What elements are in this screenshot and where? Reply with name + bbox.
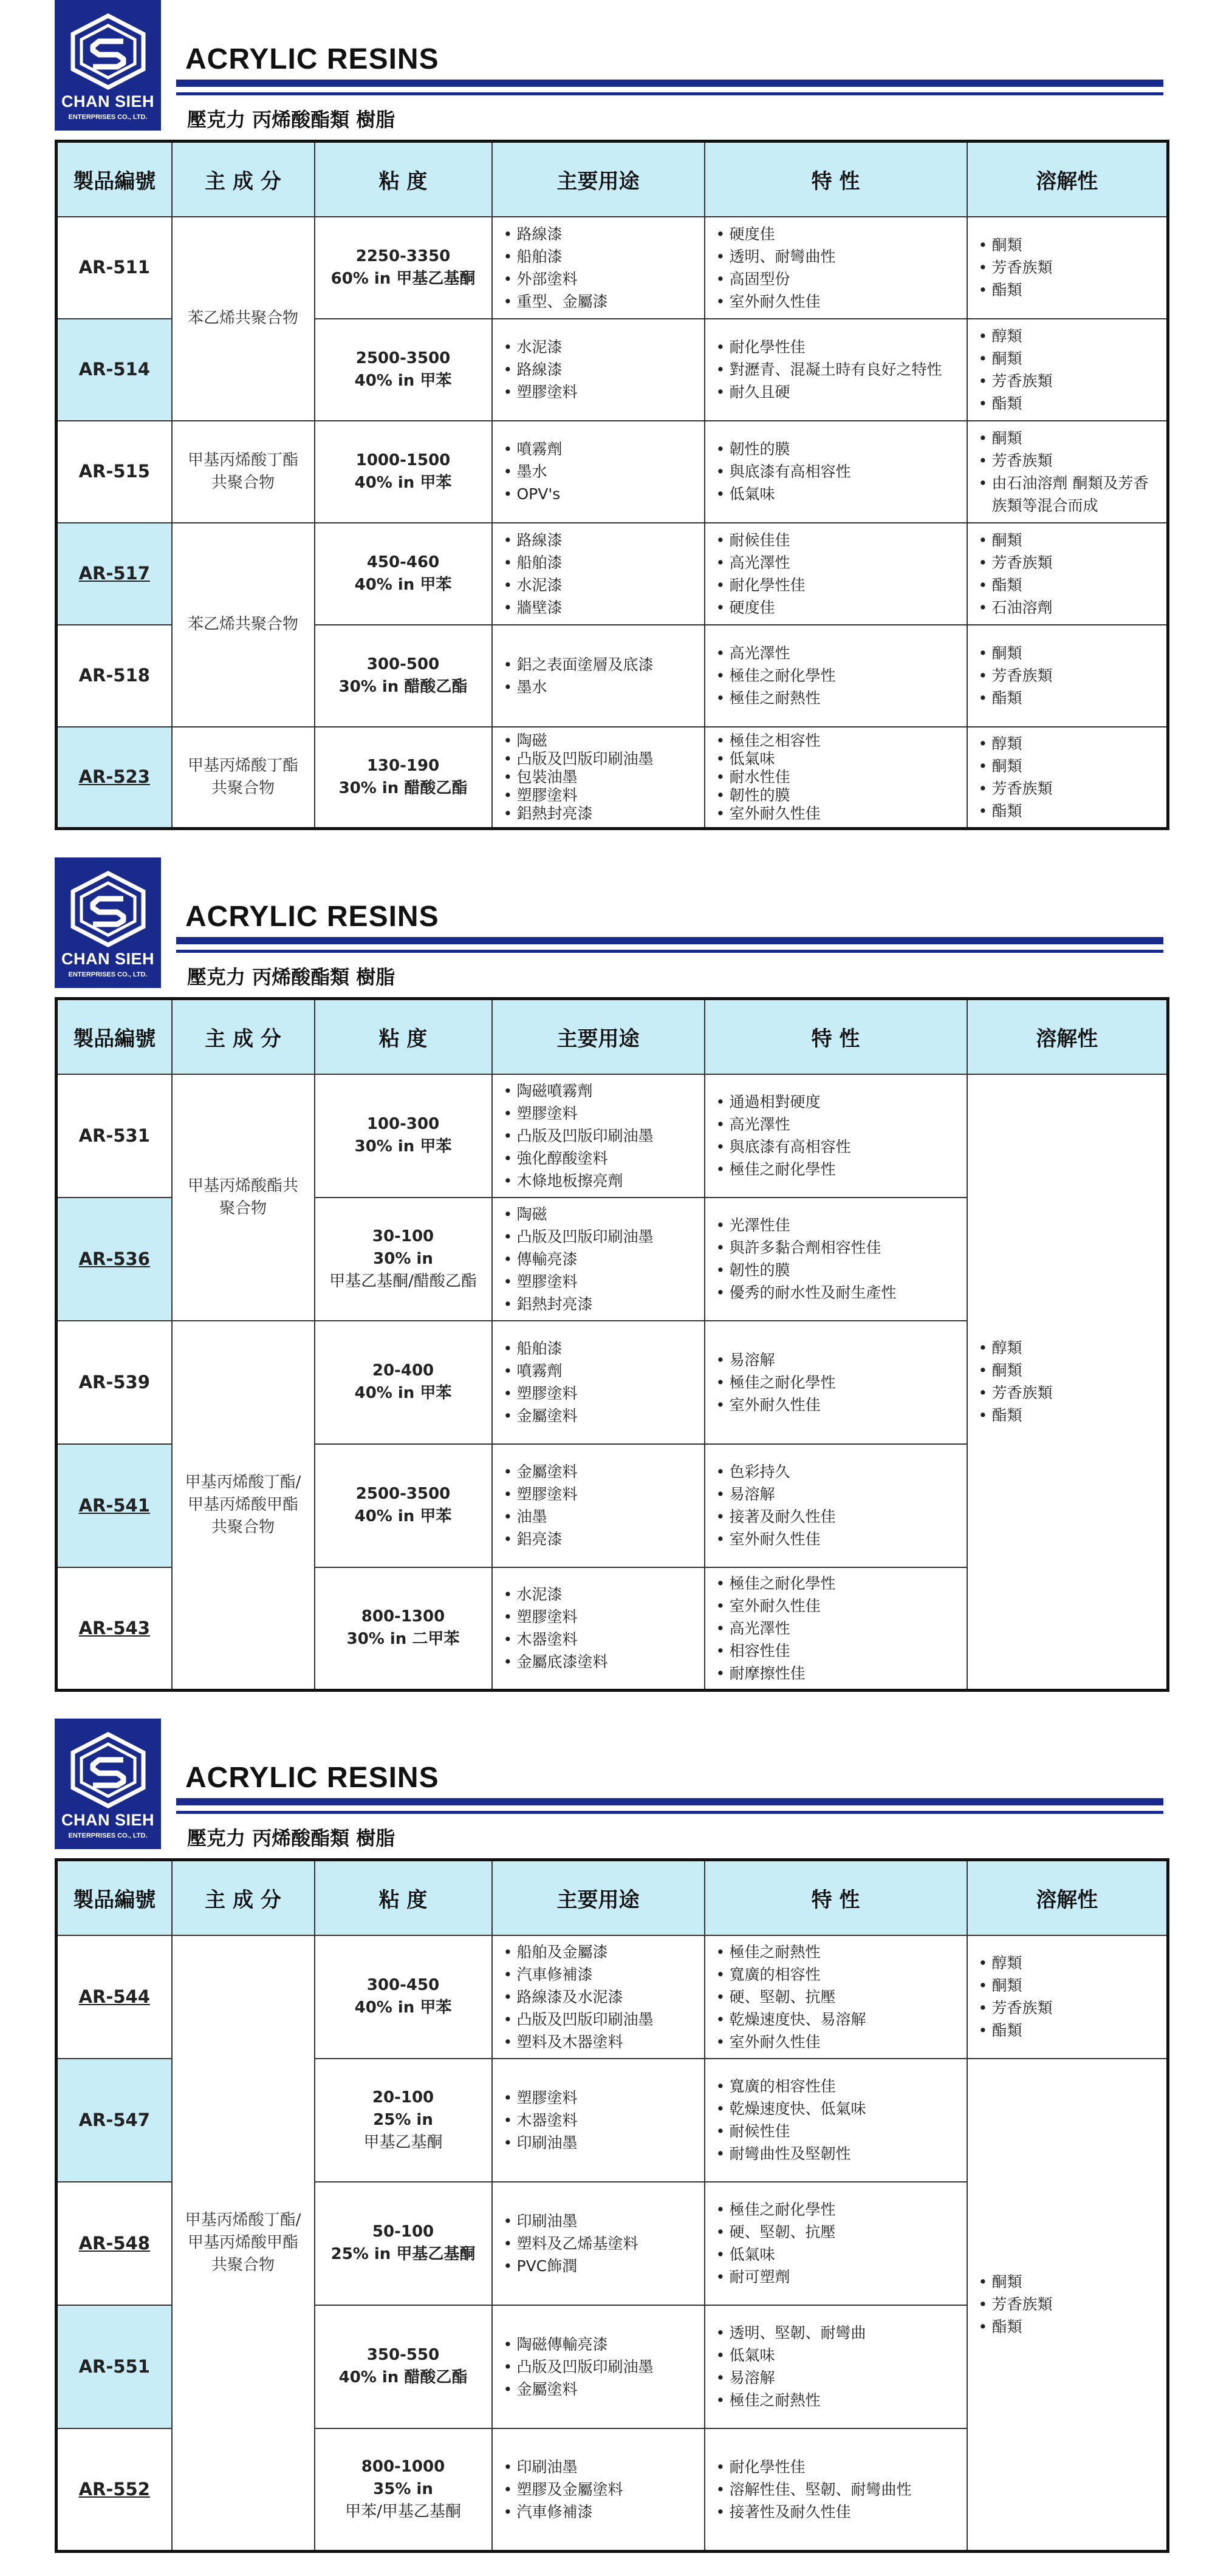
- section-2: [0, 857, 1215, 1702]
- header-composition: 主 成 分: [172, 141, 315, 217]
- brand-name: CHAN SIEH: [61, 950, 154, 968]
- product-code-link[interactable]: AR-544: [56, 1935, 172, 2059]
- properties-cell: • 透明、堅韌、耐彎曲 • 低氣味 • 易溶解 • 極佳之耐熱性: [705, 2305, 967, 2428]
- page-header: [0, 0, 1215, 137]
- solubility-cell: • 醇類 • 酮類 • 芳香族類 • 酯類: [967, 1074, 1168, 1691]
- viscosity-cell: 130-190 30% in 醋酸乙酯: [315, 727, 492, 829]
- uses-cell: • 陶磁傳輸亮漆 • 凸版及凹版印刷油墨 • 金屬塗料: [492, 2305, 705, 2428]
- uses-cell: • 路線漆 • 船舶漆 • 水泥漆 • 牆壁漆: [492, 523, 705, 625]
- header-product-code: 製品編號: [56, 141, 172, 217]
- uses-cell: • 船舶漆 • 噴霧劑 • 塑膠塗料 • 金屬塗料: [492, 1321, 705, 1444]
- properties-cell: • 耐候佳佳 • 高光澤性 • 耐化學性佳 • 硬度佳: [705, 523, 967, 625]
- solubility-cell: • 醇類 • 酮類 • 芳香族類 • 酯類: [967, 727, 1168, 829]
- product-code: AR-551: [56, 2305, 172, 2428]
- product-table: [55, 997, 1169, 1692]
- uses-cell: • 陶磁 • 凸版及凹版印刷油墨 • 包裝油墨 • 塑膠塗料 • 鋁熱封亮漆: [492, 727, 705, 829]
- table-row: [56, 421, 1168, 523]
- viscosity-cell: 800-1000 35% in 甲苯/甲基乙基酮: [315, 2428, 492, 2552]
- section-title-en: ACRYLIC RESINS: [185, 43, 439, 75]
- viscosity-cell: 450-460 40% in 甲苯: [315, 523, 492, 625]
- table-row: [56, 1074, 1168, 1198]
- brand-subtitle: ENTERPRISES CO., LTD.: [68, 971, 148, 978]
- product-code: AR-514: [56, 319, 172, 421]
- solubility-cell: • 醇類 • 酮類 • 芳香族類 • 酯類: [967, 1935, 1168, 2059]
- product-code-link[interactable]: AR-543: [56, 1567, 172, 1691]
- title-rule-thin: [176, 950, 1163, 953]
- uses-cell: • 塑膠塗料 • 木器塗料 • 印刷油墨: [492, 2059, 705, 2182]
- composition-cell: 甲基丙烯酸丁酯共聚合物: [172, 421, 315, 523]
- viscosity-cell: 300-450 40% in 甲苯: [315, 1935, 492, 2059]
- product-code-link[interactable]: AR-552: [56, 2428, 172, 2552]
- composition-cell: 甲基丙烯酸丁酯共聚合物: [172, 727, 315, 829]
- table-row: [56, 727, 1168, 829]
- brand-name: CHAN SIEH: [61, 92, 154, 111]
- header-solubility: 溶解性: [967, 1860, 1168, 1935]
- header-solubility: 溶解性: [967, 999, 1168, 1074]
- solubility-cell: • 酮類 • 芳香族類 • 酯類: [967, 217, 1168, 319]
- header-viscosity: 粘 度: [315, 1860, 492, 1935]
- product-code-link[interactable]: AR-536: [56, 1198, 172, 1321]
- composition-cell: 甲基丙烯酸丁酯/甲基丙烯酸甲酯共聚合物: [172, 1321, 315, 1691]
- title-rule-thick: [176, 1798, 1163, 1805]
- header-product-code: 製品編號: [56, 1860, 172, 1935]
- product-code-link[interactable]: AR-548: [56, 2182, 172, 2305]
- product-code: AR-531: [56, 1074, 172, 1198]
- logo-emblem-icon: [66, 870, 151, 949]
- page-header: [0, 1719, 1215, 1855]
- section-title-en: ACRYLIC RESINS: [185, 1762, 439, 1794]
- table-header-row: [56, 141, 1168, 217]
- properties-cell: • 高光澤性 • 極佳之耐化學性 • 極佳之耐熱性: [705, 625, 967, 727]
- section-3: [0, 1719, 1215, 2569]
- product-code: AR-547: [56, 2059, 172, 2182]
- uses-cell: • 路線漆 • 船舶漆 • 外部塗料 • 重型、金屬漆: [492, 217, 705, 319]
- title-rule-thin: [176, 92, 1163, 95]
- viscosity-cell: 30-100 30% in 甲基乙基酮/醋酸乙酯: [315, 1198, 492, 1321]
- title-rule-thick: [176, 937, 1163, 944]
- table-header-row: [56, 999, 1168, 1074]
- section-title-zh: 壓克力 丙烯酸酯類 樹脂: [187, 966, 395, 989]
- company-logo: [55, 0, 161, 131]
- header-viscosity: 粘 度: [315, 999, 492, 1074]
- title-rule-thin: [176, 1811, 1163, 1814]
- brand-subtitle: ENTERPRISES CO., LTD.: [68, 114, 148, 121]
- viscosity-cell: 350-550 40% in 醋酸乙酯: [315, 2305, 492, 2428]
- properties-cell: • 極佳之耐化學性 • 硬、堅韌、抗壓 • 低氣味 • 耐可塑劑: [705, 2182, 967, 2305]
- solubility-cell: • 酮類 • 芳香族類 • 酯類 • 石油溶劑: [967, 523, 1168, 625]
- table-header-row: [56, 1860, 1168, 1935]
- logo-emblem-icon: [66, 12, 151, 91]
- product-table: [55, 1858, 1169, 2553]
- uses-cell: • 噴霧劑 • 墨水 • OPV's: [492, 421, 705, 523]
- logo-emblem-icon: [66, 1731, 151, 1810]
- composition-cell: 甲基丙烯酸丁酯/甲基丙烯酸甲酯共聚合物: [172, 1935, 315, 2552]
- brand-name: CHAN SIEH: [61, 1811, 154, 1829]
- uses-cell: • 鋁之表面塗層及底漆 • 墨水: [492, 625, 705, 727]
- product-code-link[interactable]: AR-523: [56, 727, 172, 829]
- header-properties: 特 性: [705, 999, 967, 1074]
- solubility-cell: • 酮類 • 芳香族類 • 由石油溶劑 酮類及芳香族類等混合而成: [967, 421, 1168, 523]
- header-main-uses: 主要用途: [492, 1860, 705, 1935]
- company-logo: [55, 1719, 161, 1849]
- header-viscosity: 粘 度: [315, 141, 492, 217]
- properties-cell: • 極佳之相容性 • 低氣味 • 耐水性佳 • 韌性的膜 • 室外耐久性佳: [705, 727, 967, 829]
- uses-cell: • 印刷油墨 • 塑膠及金屬塗料 • 汽車修補漆: [492, 2428, 705, 2552]
- product-table: [55, 140, 1169, 830]
- header-product-code: 製品編號: [56, 999, 172, 1074]
- properties-cell: • 韌性的膜 • 與底漆有高相容性 • 低氣味: [705, 421, 967, 523]
- product-code-link[interactable]: AR-541: [56, 1444, 172, 1567]
- uses-cell: • 金屬塗料 • 塑膠塗料 • 油墨 • 鋁亮漆: [492, 1444, 705, 1567]
- section-title-en: ACRYLIC RESINS: [185, 901, 439, 933]
- viscosity-cell: 2500-3500 40% in 甲苯: [315, 1444, 492, 1567]
- header-solubility: 溶解性: [967, 141, 1168, 217]
- product-code: AR-511: [56, 217, 172, 319]
- product-code: AR-515: [56, 421, 172, 523]
- header-composition: 主 成 分: [172, 999, 315, 1074]
- section-1: [0, 0, 1215, 835]
- header-properties: 特 性: [705, 141, 967, 217]
- header-main-uses: 主要用途: [492, 141, 705, 217]
- company-logo: [55, 857, 161, 988]
- uses-cell: • 印刷油墨 • 塑料及乙烯基塗料 • PVC飾潤: [492, 2182, 705, 2305]
- uses-cell: • 水泥漆 • 塑膠塗料 • 木器塗料 • 金屬底漆塗料: [492, 1567, 705, 1691]
- header-composition: 主 成 分: [172, 1860, 315, 1935]
- product-code: AR-539: [56, 1321, 172, 1444]
- properties-cell: • 極佳之耐化學性 • 室外耐久性佳 • 高光澤性 • 相容性佳 • 耐摩擦性佳: [705, 1567, 967, 1691]
- properties-cell: • 易溶解 • 極佳之耐化學性 • 室外耐久性佳: [705, 1321, 967, 1444]
- composition-cell: 苯乙烯共聚合物: [172, 523, 315, 727]
- properties-cell: • 硬度佳 • 透明、耐彎曲性 • 高固型份 • 室外耐久性佳: [705, 217, 967, 319]
- table-row: [56, 523, 1168, 625]
- properties-cell: • 耐化學性佳 • 對瀝青、混凝土時有良好之特性 • 耐久且硬: [705, 319, 967, 421]
- viscosity-cell: 50-100 25% in 甲基乙基酮: [315, 2182, 492, 2305]
- properties-cell: • 寬廣的相容性佳 • 乾燥速度快、低氣味 • 耐候性佳 • 耐彎曲性及堅韌性: [705, 2059, 967, 2182]
- table-row: [56, 1935, 1168, 2059]
- properties-cell: • 極佳之耐熱性 • 寬廣的相容性 • 硬、堅韌、抗壓 • 乾燥速度快、易溶解 • 室外耐久性佳: [705, 1935, 967, 2059]
- solubility-cell: • 酮類 • 芳香族類 • 酯類: [967, 625, 1168, 727]
- table-row: [56, 217, 1168, 319]
- properties-cell: • 通過相對硬度 • 高光澤性 • 與底漆有高相容性 • 極佳之耐化學性: [705, 1074, 967, 1198]
- viscosity-cell: 2500-3500 40% in 甲苯: [315, 319, 492, 421]
- uses-cell: • 陶磁 • 凸版及凹版印刷油墨 • 傳輸亮漆 • 塑膠塗料 • 鋁熱封亮漆: [492, 1198, 705, 1321]
- viscosity-cell: 2250-3350 60% in 甲基乙基酮: [315, 217, 492, 319]
- section-title-zh: 壓克力 丙烯酸酯類 樹脂: [187, 108, 395, 131]
- title-rule-thick: [176, 80, 1163, 87]
- product-code: AR-518: [56, 625, 172, 727]
- header-main-uses: 主要用途: [492, 999, 705, 1074]
- viscosity-cell: 300-500 30% in 醋酸乙酯: [315, 625, 492, 727]
- viscosity-cell: 100-300 30% in 甲苯: [315, 1074, 492, 1198]
- uses-cell: • 船舶及金屬漆 • 汽車修補漆 • 路線漆及水泥漆 • 凸版及凹版印刷油墨 • 塑料及木器塗料: [492, 1935, 705, 2059]
- composition-cell: 甲基丙烯酸酯共聚合物: [172, 1074, 315, 1321]
- viscosity-cell: 800-1300 30% in 二甲苯: [315, 1567, 492, 1691]
- properties-cell: • 色彩持久 • 易溶解 • 接著及耐久性佳 • 室外耐久性佳: [705, 1444, 967, 1567]
- header-properties: 特 性: [705, 1860, 967, 1935]
- section-title-zh: 壓克力 丙烯酸酯類 樹脂: [187, 1827, 395, 1850]
- properties-cell: • 光澤性佳 • 與許多黏合劑相容性佳 • 韌性的膜 • 優秀的耐水性及耐生產性: [705, 1198, 967, 1321]
- solubility-cell: • 醇類 • 酮類 • 芳香族類 • 酯類: [967, 319, 1168, 421]
- uses-cell: • 水泥漆 • 路線漆 • 塑膠塗料: [492, 319, 705, 421]
- composition-cell: 苯乙烯共聚合物: [172, 217, 315, 421]
- brand-subtitle: ENTERPRISES CO., LTD.: [68, 1832, 148, 1839]
- viscosity-cell: 1000-1500 40% in 甲苯: [315, 421, 492, 523]
- solubility-cell: • 酮類 • 芳香族類 • 酯類: [967, 2059, 1168, 2552]
- product-code-link[interactable]: AR-517: [56, 523, 172, 625]
- uses-cell: • 陶磁噴霧劑 • 塑膠塗料 • 凸版及凹版印刷油墨 • 強化醇酸塗料 • 木條地板擦亮劑: [492, 1074, 705, 1198]
- properties-cell: • 耐化學性佳 • 溶解性佳、堅韌、耐彎曲性 • 接著性及耐久性佳: [705, 2428, 967, 2552]
- page-header: [0, 857, 1215, 994]
- viscosity-cell: 20-100 25% in 甲基乙基酮: [315, 2059, 492, 2182]
- viscosity-cell: 20-400 40% in 甲苯: [315, 1321, 492, 1444]
